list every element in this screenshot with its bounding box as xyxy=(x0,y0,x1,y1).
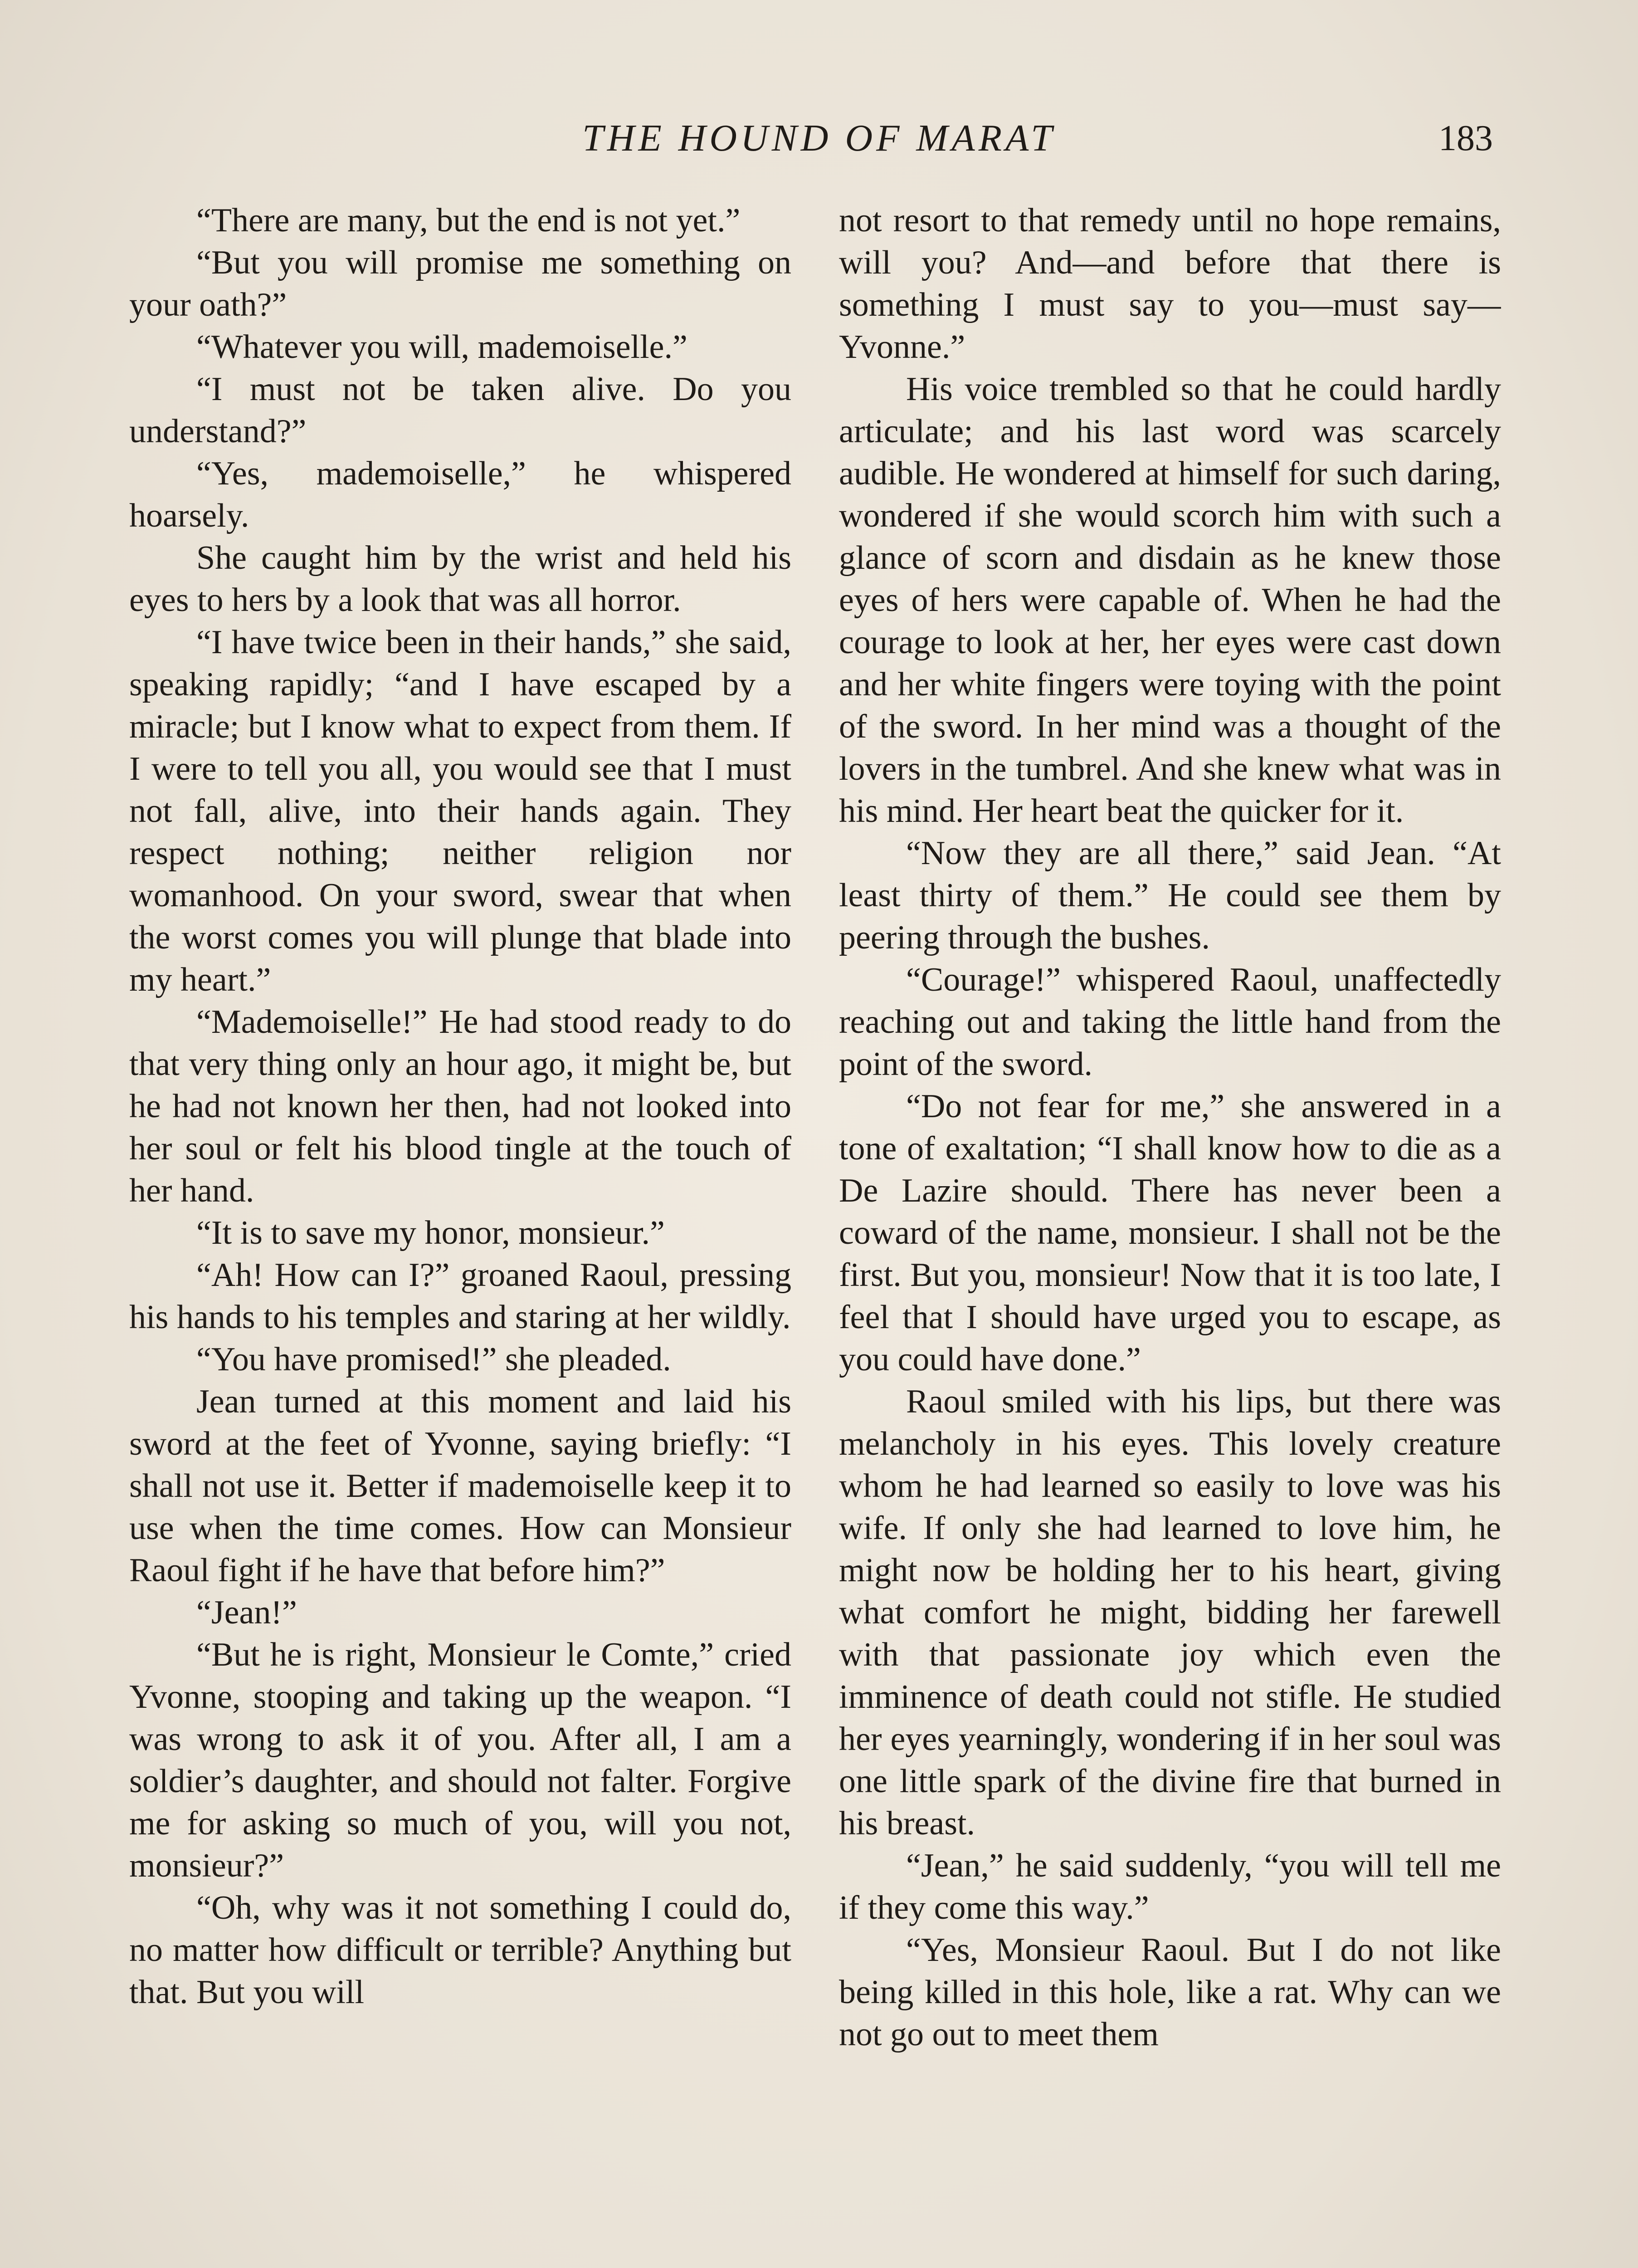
paragraph: “Yes, mademoiselle,” he whispered hoarsely. xyxy=(129,455,791,534)
paragraph: “Jean!” xyxy=(196,1594,297,1631)
paragraph: “Now they are all there,” said Jean. “At least thirty of them.” He could see them by peering through the bushes. xyxy=(839,835,1501,956)
paragraph: “Mademoiselle!” He had stood ready to do that very thing only an hour ago, it might be, but he had not known her then, had not looked into her soul or felt his blood tingle at the touch of her hand. xyxy=(129,1003,791,1209)
paragraph: “Oh, why was it not something I could do, no matter how difficult or terrible? Anything but that. But you will xyxy=(129,1889,791,2011)
paragraph: “There are many, but the end is not yet.” xyxy=(196,202,741,239)
paragraph: “It is to save my honor, monsieur.” xyxy=(196,1214,665,1251)
page-number: 183 xyxy=(1438,118,1493,158)
paragraph: “But he is right, Monsieur le Comte,” cried Yvonne, stooping and taking up the weapon. “I was wrong to ask it of you. After all, I am a soldier’s daughter, and should not falter. Forgive me for asking so much of you, will you not, monsieur?” xyxy=(129,1636,791,1884)
paragraph-continued: not resort to that remedy until no hope remains, will you? And—and before that there is something I must say to you—must say—Yvonne.” xyxy=(839,202,1501,366)
paragraph: “Whatever you will, mademoiselle.” xyxy=(196,328,687,366)
paragraph: She caught him by the wrist and held his eyes to hers by a look that was all horror. xyxy=(129,539,791,619)
paragraph: Jean turned at this moment and laid his sword at the feet of Yvonne, saying briefly: “I shall not use it. Better if mademoiselle keep it to use when the time comes. How can Monsieur Raoul fight if he have that before him?” xyxy=(129,1383,791,1589)
paragraph: “Ah! How can I?” groaned Raoul, pressing his hands to his temples and staring at her wildly. xyxy=(129,1256,791,1336)
paragraph: “I have twice been in their hands,” she said, speaking rapidly; “and I have escaped by a miracle; but I know what to expect from them. If I were to tell you all, you would see that I must not fall, alive, into their hands again. They respect nothing; neither religion nor womanhood. On your sword, swear that when the worst comes you will plunge that blade into my heart.” xyxy=(129,624,791,998)
paragraph: “Do not fear for me,” she answered in a tone of exaltation; “I shall know how to die as a De Lazire should. There has never been a coward of the name, monsieur. I shall not be the first. But you, monsieur! Now that it is too late, I feel that I should have urged you to escape, as you could have done.” xyxy=(839,1088,1501,1378)
paragraph: “But you will promise me something on your oath?” xyxy=(129,244,791,323)
page-title: THE HOUND OF MARAT xyxy=(582,117,1056,159)
paragraph: Raoul smiled with his lips, but there was melancholy in his eyes. This lovely creature whom he had learned so easily to love was his wife. If only she had learned to love him, he might now be holding her to his heart, giving what comfort he might, bidding her farewell with that passionate joy which even the imminence of death could not stifle. He studied her eyes yearningly, wondering if in her soul was one little spark of the divine fire that burned in his breast. xyxy=(839,1383,1501,1842)
left-column xyxy=(129,200,791,2268)
paragraph: “I must not be taken alive. Do you understand?” xyxy=(129,371,791,450)
right-column xyxy=(839,200,1501,2268)
paragraph: “Yes, Monsieur Raoul. But I do not like being killed in this hole, like a rat. Why can we not go out to meet them xyxy=(839,1931,1501,2053)
paragraph: “Jean,” he said suddenly, “you will tell me if they come this way.” xyxy=(839,1847,1501,1926)
paragraph: “Courage!” whispered Raoul, unaffectedly reaching out and taking the little hand from the point of the sword. xyxy=(839,961,1501,1083)
paragraph: His voice trembled so that he could hardly articulate; and his last word was scarcely audible. He wondered at himself for such daring, wondered if she would scorch him with such a glance of scorn and disdain as he knew those eyes of hers were capable of. When he had the courage to look at her, her eyes were cast down and her white fingers were toying with the point of the sword. In her mind was a thought of the lovers in the tumbrel. And she knew what was in his mind. Her heart beat the quicker for it. xyxy=(839,371,1501,830)
paragraph: “You have promised!” she pleaded. xyxy=(196,1341,671,1378)
running-head xyxy=(0,113,1638,163)
